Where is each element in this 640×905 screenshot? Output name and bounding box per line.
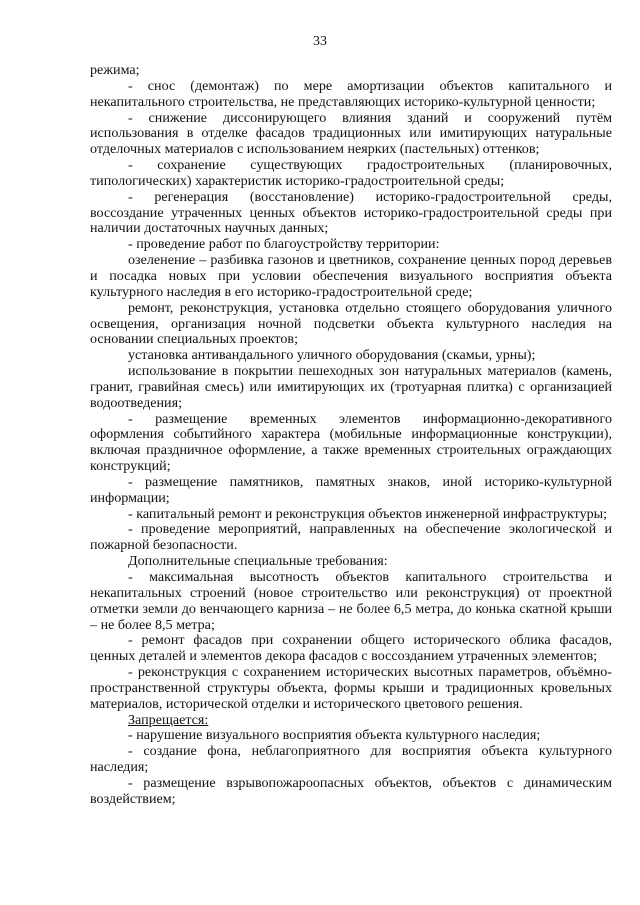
paragraph: - снижение диссонирующего влияния зданий и сооружений путём использования в отделке фасадов традиционных или имитирующих натуральные отделочных материалов с использованием неярких (пастельных) оттенков;	[90, 109, 612, 158]
paragraph: использование в покрытии пешеходных зон натуральных материалов (камень, гранит, гравийная смесь) или имитирующих их (тротуарная плитка) с организацией водоотведения;	[90, 363, 612, 411]
section-heading	[90, 713, 612, 729]
page-number: 33	[313, 34, 327, 49]
paragraph: - сохранение существующих градостроительных (планировочных, типологических) характеристик историко-градостроительной среды;	[90, 157, 612, 189]
paragraph: Дополнительные специальные требования:	[128, 553, 388, 570]
document-body	[90, 63, 612, 808]
paragraph: - размещение временных элементов информационно-декоративного оформления событийного характера (мобильные информационные конструкции), включая праздничное оформление, а также временных строительных ограждающих конструкций;	[90, 410, 612, 475]
paragraph: - нарушение визуального восприятия объекта культурного наследия;	[128, 727, 541, 744]
paragraph: ремонт, реконструкция, установка отдельно стоящего оборудования уличного освещения, организация ночной подсветки объекта культурного наследия на основании специальных проектов;	[90, 299, 612, 348]
paragraph: - реконструкция с сохранением исторических высотных параметров, объёмно-пространственной структуры объекта, формы крыши и традиционных кровельных материалов, исторической отделки и исторического цветового решения.	[90, 664, 612, 712]
paragraph: - капитальный ремонт и реконструкция объектов инженерной инфраструктуры;	[128, 505, 608, 522]
paragraph: - размещение памятников, памятных знаков, иной историко-культурной информации;	[90, 473, 612, 506]
underlined-heading: Запрещается:	[128, 711, 209, 728]
paragraph: - регенерация (восстановление) историко-градостроительной среды, воссоздание утраченных ценных объектов историко-градостроительной среды при наличии достаточных научных данных;	[90, 188, 612, 237]
paragraph: - проведение мероприятий, направленных на обеспечение экологической и пожарной безопасности.	[90, 521, 612, 554]
paragraph: озеленение – разбивка газонов и цветников, сохранение ценных пород деревьев и посадка новых при условии обеспечения визуального восприятия объекта культурного наследия в его историко-градостроительной среде;	[90, 252, 612, 300]
paragraph: - проведение работ по благоустройству территории:	[128, 236, 440, 253]
paragraph: - максимальная высотность объектов капитального строительства и некапитальных строений (новое строительство или реконструкция) от проектной отметки земли до венчающего карниза – не более 6,5 метра, до конька скатной крыши – не более 8,5 метра;	[90, 569, 612, 633]
paragraph: - создание фона, неблагоприятного для восприятия объекта культурного наследия;	[90, 743, 612, 776]
paragraph: установка антивандального уличного оборудования (скамьи, урны);	[128, 347, 536, 364]
paragraph: режима;	[90, 62, 140, 78]
paragraph: - снос (демонтаж) по мере амортизации объектов капитального и некапитального строительства, не представляющих историко-культурной ценности;	[90, 77, 612, 110]
paragraph: - размещение взрывопожароопасных объектов, объектов с динамическим воздействием;	[90, 774, 612, 807]
paragraph: - ремонт фасадов при сохранении общего исторического облика фасадов, ценных деталей и элементов декора фасадов с воссозданием утраченных элементов;	[90, 632, 612, 665]
